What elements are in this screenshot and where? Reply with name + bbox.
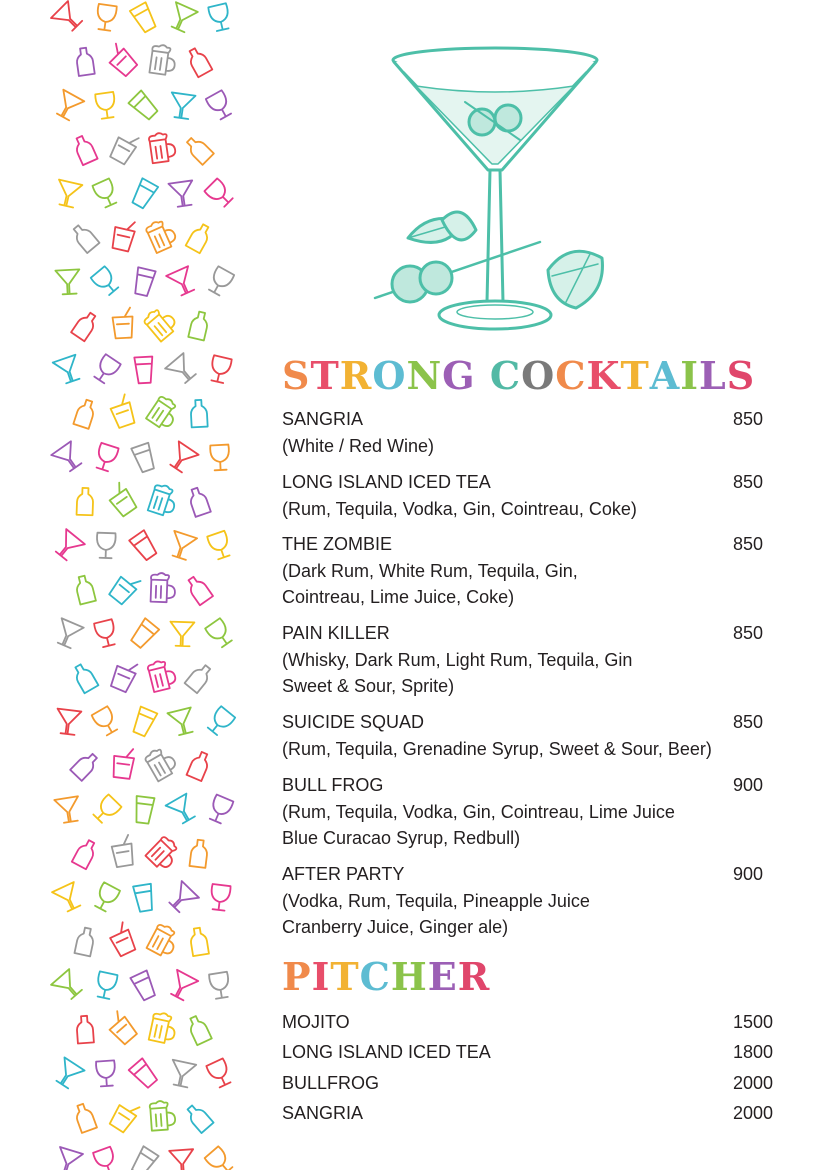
title-letter: E	[427, 954, 458, 999]
cocktail-glass-icon	[170, 622, 195, 647]
item-price: 850	[733, 534, 764, 554]
wine-glass-icon	[96, 533, 115, 559]
title-letter: H	[390, 954, 428, 999]
item-name: LONG ISLAND ICED TEA	[282, 472, 491, 492]
item-price: 850	[733, 472, 764, 492]
pitcher-item	[282, 1011, 782, 1033]
beer-mug-icon	[147, 658, 178, 692]
tumbler-icon	[108, 570, 142, 606]
bottle-icon	[77, 488, 94, 516]
beer-mug-icon	[143, 744, 179, 781]
item-description: (White / Red Wine)	[282, 435, 435, 456]
wine-glass-icon	[210, 445, 230, 471]
tumbler-icon	[104, 1010, 139, 1046]
title-letter: C	[555, 353, 587, 398]
pitcher-item	[282, 1041, 782, 1063]
bottle-icon	[189, 927, 209, 956]
cocktail-glass-icon	[166, 2, 198, 34]
item-description: Blue Curacao Syrup, Redbull)	[282, 828, 521, 848]
cocktail-glass-icon	[51, 1, 85, 35]
cocktail-glass-icon	[52, 882, 84, 914]
item-name: BULL FROG	[282, 775, 384, 795]
tumbler-icon	[103, 42, 138, 77]
wine-glass-icon	[209, 972, 231, 1000]
cocktail-glass-icon	[52, 90, 85, 123]
title-letter: O	[372, 353, 407, 398]
beer-mug-icon	[149, 44, 177, 76]
cocktail-glass-icon	[165, 441, 198, 474]
menu-item	[282, 406, 782, 459]
martini-glass-icon	[370, 40, 620, 340]
item-description: (Rum, Tequila, Vodka, Gin, Cointreau, Lime Juice	[282, 801, 675, 822]
menu-item	[282, 620, 782, 700]
beer-mug-icon	[149, 1100, 175, 1131]
tumbler-icon	[106, 921, 137, 957]
beer-mug-icon	[146, 922, 181, 959]
cocktail-glass-icon	[165, 353, 199, 387]
wine-glass-icon	[205, 618, 235, 649]
bottle-icon	[73, 1102, 97, 1133]
wine-glass-icon	[208, 355, 232, 384]
item-price: 2000	[733, 1073, 774, 1093]
bottle-icon	[70, 750, 100, 781]
pitcher-item	[282, 1072, 782, 1094]
tumbler-icon	[108, 394, 137, 429]
bottle-icon	[74, 927, 95, 957]
item-name: PAIN KILLER	[282, 623, 390, 643]
item-description: Cranberry Juice, Ginger ale)	[282, 917, 509, 937]
beer-mug-icon	[148, 1011, 178, 1044]
title-letter: A	[649, 353, 681, 398]
item-name: THE ZOMBIE	[282, 534, 393, 554]
title-letter	[476, 357, 490, 395]
section-title-pitcher	[282, 954, 491, 999]
wine-glass-icon	[91, 266, 121, 297]
title-letter: T	[310, 353, 340, 398]
pint-glass-icon	[132, 267, 155, 296]
cocktail-glass-icon	[52, 618, 83, 649]
cocktail-glass-icon	[55, 709, 82, 736]
tumbler-icon	[110, 835, 134, 868]
pint-glass-icon	[130, 178, 158, 209]
beer-mug-icon	[145, 835, 183, 873]
title-letter: R	[339, 353, 373, 398]
cocktail-glass-icon	[165, 881, 199, 915]
tumbler-icon	[104, 482, 138, 518]
wine-glass-icon	[208, 3, 232, 32]
bottle-icon	[187, 486, 211, 517]
pint-glass-icon	[128, 90, 159, 121]
wine-glass-icon	[93, 443, 118, 473]
pint-glass-icon	[133, 796, 154, 824]
drinks-pattern-strip	[50, 0, 240, 1170]
beer-mug-icon	[150, 573, 175, 603]
wine-glass-icon	[206, 90, 234, 121]
wine-glass-icon	[91, 706, 120, 737]
bottle-icon	[74, 574, 96, 604]
wine-glass-icon	[91, 794, 122, 825]
pitcher-item	[282, 1102, 782, 1124]
item-description: (Rum, Tequila, Vodka, Gin, Cointreau, Coke)	[282, 498, 637, 519]
item-name: LONG ISLAND ICED TEA	[282, 1042, 491, 1062]
wine-glass-icon	[92, 178, 119, 208]
cocktail-glass-icon	[53, 1147, 83, 1170]
beer-mug-icon	[146, 394, 182, 432]
item-name: SUICIDE SQUAD	[282, 712, 425, 732]
wine-glass-icon	[207, 794, 234, 824]
bottle-icon	[71, 662, 98, 693]
item-name: SANGRIA	[282, 1103, 364, 1123]
bottle-icon	[188, 311, 210, 341]
bottle-icon	[71, 310, 99, 341]
tumbler-icon	[108, 129, 140, 165]
tumbler-icon	[108, 1097, 141, 1133]
title-letter: O	[521, 353, 556, 398]
cocktail-glass-icon	[51, 441, 84, 474]
cocktail-glass-icon	[54, 180, 83, 209]
wine-glass-icon	[93, 1147, 119, 1170]
bottle-icon	[73, 398, 97, 429]
item-price: 850	[733, 623, 764, 643]
bottle-icon	[75, 47, 95, 76]
wine-glass-icon	[206, 1058, 233, 1089]
item-description: Cointreau, Lime Juice, Coke)	[282, 587, 515, 607]
pint-glass-icon	[134, 357, 153, 384]
beer-mug-icon	[147, 483, 179, 518]
bottle-icon	[70, 222, 100, 253]
title-letter: T	[620, 353, 650, 398]
title-letter: P	[282, 954, 312, 999]
title-letter: I	[311, 954, 331, 999]
wine-glass-icon	[94, 971, 117, 999]
wine-glass-icon	[207, 531, 233, 561]
item-description: (Whisky, Dark Rum, Light Rum, Tequila, Gin	[282, 649, 633, 670]
wine-glass-icon	[209, 884, 231, 911]
bottle-icon	[186, 1014, 212, 1045]
drink-doodle-pattern	[50, 0, 240, 1170]
bottle-icon	[187, 750, 212, 781]
item-price: 850	[733, 712, 764, 732]
cocktail-glass-icon	[169, 1149, 195, 1170]
item-description: (Rum, Tequila, Grenadine Syrup, Sweet & Sour, Beer)	[282, 738, 712, 759]
item-price: 900	[733, 864, 764, 884]
cocktail-glass-icon	[51, 529, 85, 563]
title-letter: R	[457, 954, 491, 999]
bottle-icon	[76, 1015, 94, 1043]
bottle-icon	[184, 574, 213, 605]
cocktail-glass-icon	[168, 180, 195, 207]
cocktail-glass-icon	[167, 707, 196, 736]
item-price: 1800	[733, 1042, 774, 1062]
wine-glass-icon	[95, 92, 117, 119]
wine-glass-icon	[92, 882, 120, 913]
pint-glass-icon	[129, 1146, 158, 1170]
title-letter: C	[489, 353, 522, 398]
menu-item	[282, 861, 782, 941]
bottle-icon	[72, 838, 99, 869]
beer-mug-icon	[142, 304, 179, 342]
title-letter: L	[699, 353, 727, 398]
bottle-icon	[185, 662, 214, 693]
pint-glass-icon	[129, 618, 159, 650]
item-price: 850	[733, 409, 764, 429]
title-letter: S	[282, 353, 311, 398]
wine-glass-icon	[204, 1146, 234, 1170]
pint-glass-icon	[129, 1058, 160, 1089]
wine-glass-icon	[95, 4, 117, 31]
bottle-icon	[189, 839, 208, 868]
item-name: BULLFROG	[282, 1073, 380, 1093]
cocktail-glass-icon	[166, 266, 198, 298]
item-price: 2000	[733, 1103, 774, 1123]
title-letter: I	[680, 353, 700, 398]
bottle-icon	[190, 400, 207, 428]
pint-glass-icon	[131, 443, 156, 473]
title-letter: T	[330, 954, 360, 999]
title-letter: C	[359, 954, 391, 999]
title-letter: K	[586, 353, 621, 398]
cocktail-glass-icon	[166, 794, 199, 827]
cocktail-glass-icon	[168, 92, 195, 119]
menu-item	[282, 772, 782, 852]
item-description: (Vodka, Rum, Tequila, Pineapple Juice	[282, 890, 590, 911]
cocktail-glass-icon	[55, 269, 80, 294]
cocktail-glass-icon	[53, 355, 84, 386]
tumbler-icon	[111, 218, 137, 252]
wine-glass-icon	[92, 354, 121, 385]
pint-glass-icon	[133, 884, 155, 912]
cocktail-glass-icon	[166, 970, 198, 1002]
item-description: (Dark Rum, White Rum, Tequila, Gin,	[282, 560, 578, 581]
cocktail-glass-icon	[167, 531, 197, 561]
cocktail-glass-icon	[54, 796, 81, 823]
cocktail-glass-icon	[51, 969, 85, 1003]
item-name: AFTER PARTY	[282, 864, 405, 884]
bottle-icon	[72, 134, 98, 165]
tumbler-icon	[112, 747, 136, 779]
cocktail-glass-icon	[168, 1060, 196, 1088]
pint-glass-icon	[130, 2, 158, 33]
bottle-icon	[184, 1102, 214, 1133]
tumbler-icon	[112, 308, 134, 339]
wine-glass-icon	[96, 1060, 116, 1086]
bottle-icon	[183, 134, 213, 164]
item-price: 900	[733, 775, 764, 795]
pint-glass-icon	[131, 707, 158, 738]
title-letter: G	[442, 353, 476, 398]
menu-item	[282, 531, 782, 611]
wine-glass-icon	[94, 619, 118, 648]
item-description: Sweet & Sour, Sprite)	[282, 676, 455, 696]
bottle-icon	[185, 46, 212, 77]
menu-item	[282, 709, 782, 762]
section-title-strong-cocktails	[282, 353, 756, 398]
tumbler-icon	[109, 658, 139, 693]
beer-mug-icon	[148, 131, 176, 163]
pint-glass-icon	[129, 530, 159, 562]
bottle-icon	[186, 222, 213, 253]
cocktail-glass-icon	[51, 1057, 84, 1090]
wine-glass-icon	[204, 178, 235, 209]
item-price: 1500	[733, 1012, 774, 1032]
menu-item	[282, 469, 782, 522]
item-name: SANGRIA	[282, 409, 364, 429]
title-letter: S	[726, 353, 756, 398]
wine-glass-icon	[205, 706, 235, 737]
title-letter: N	[406, 353, 443, 398]
beer-mug-icon	[145, 217, 179, 253]
pint-glass-icon	[130, 970, 157, 1001]
item-name: MOJITO	[282, 1012, 350, 1032]
wine-glass-icon	[206, 266, 234, 297]
